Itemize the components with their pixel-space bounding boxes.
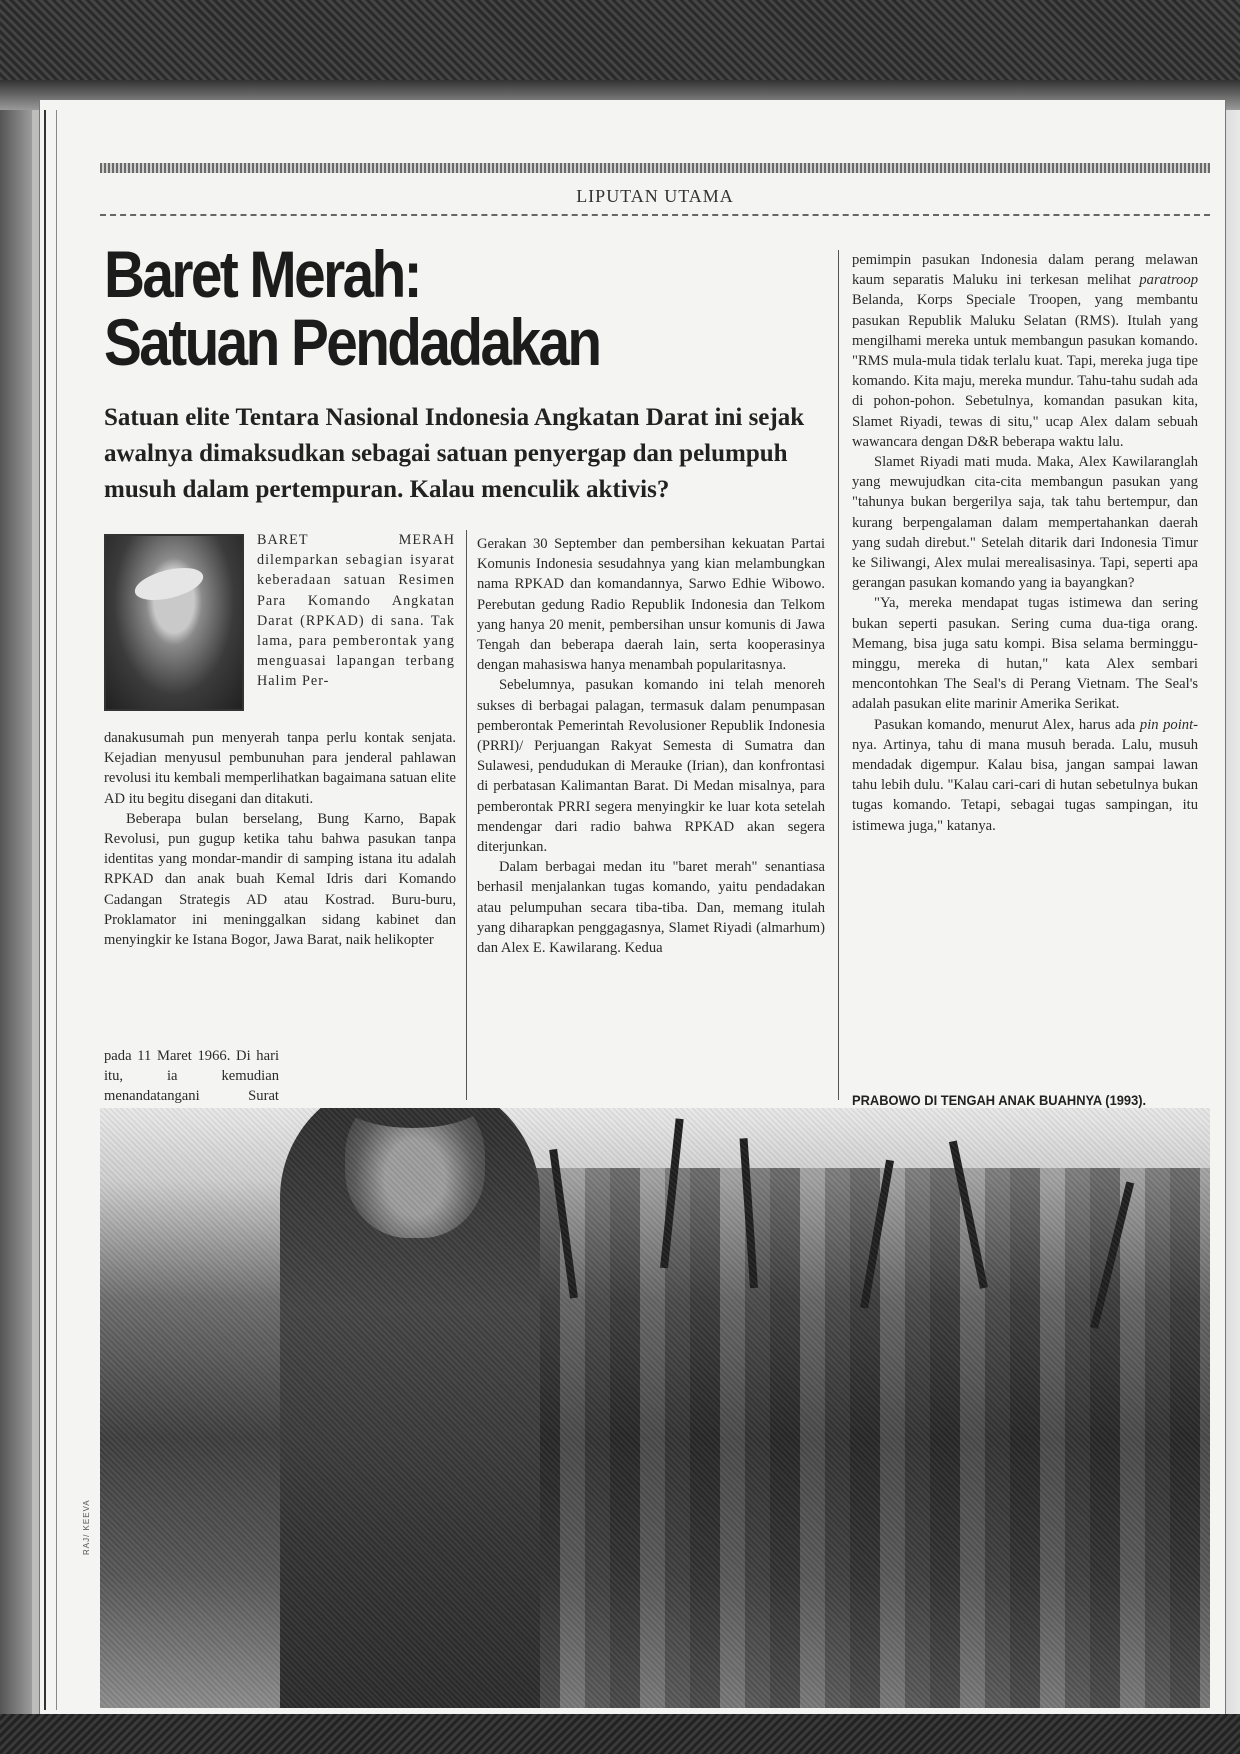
scan-top-border (0, 0, 1240, 110)
headline-line-2: Satuan Pendadakan (104, 305, 600, 379)
paragraph: pada 11 Maret 1966. Di hari itu, ia kemudian menandatangani Surat (104, 1048, 279, 1105)
main-photo (100, 1108, 1210, 1708)
paragraph: Pasukan komando, menurut Alex, harus ada pin point-nya. Artinya, tahu di mana musuh berada. Lalu, musuh mendadak digempur. Kalau bisa, jangan sampai lawan tahu lebih dulu. "Kalau cari-cari di hutan sebetulnya bukan tugas komando. Tetapi, sebagai tugas sampingan, itu istimewa juga," katanya. (852, 716, 1199, 834)
column-middle (477, 534, 825, 958)
deck-subtitle: Satuan elite Tentara Nasional Indonesia Angkatan Darat ini sejak awalnya dimaksudkan sebagai satuan penyergap dan pelumpuh musuh dalam pertempuran. Kalau menculik aktivis? (104, 404, 805, 503)
paragraph: Slamet Riyadi mati muda. Maka, Alex Kawilaranglah yang mewujudkan cita-cita membangun pasukan yang "tahunya bukan bergerilya saja, tak tahu bertempur, dan kurang berpengalaman dalam mempertahankan daerah yang sudah direbut." Setelah ditarik dari Indonesia Timur ke Siliwangi, Alex mulai merealisasinya. Tapi, seperti apa gerangan pasukan komando yang ia bayangkan? (852, 454, 1198, 592)
paragraph: Dalam berbagai medan itu "baret merah" senantiasa berhasil menjalankan tugas komando, yaitu pendadakan atau pelumpuhan secara tiba-tiba. Dan, memang itulah yang diharapkan penggagasnya, Slamet Riyadi (almarhum) dan Alex E. Kawilarang. Kedua (477, 859, 825, 957)
photo-credit: RAJ/ KEEVA (82, 1499, 91, 1555)
header-rule (100, 163, 1210, 173)
headline-line-1: Baret Merah: (104, 237, 421, 311)
beret-icon (132, 562, 207, 606)
scan-left-border (0, 0, 32, 1754)
section-label: LIPUTAN UTAMA (576, 186, 734, 206)
lead-paragraph: BARET MERAH dilemparkan sebagian isyarat keberadaan satuan Resimen Para Komando Angkatan Darat (RPKAD) di sana. Tak lama, para pemberontak yang menguasai lapangan terbang Halim Per- (257, 532, 455, 690)
photo-caption: PRABOWO DI TENGAH ANAK BUAHNYA (1993). (852, 1092, 1147, 1108)
photo-grain (100, 1108, 1210, 1708)
paragraph: "Ya, mereka mendapat tugas istimewa dan sering bukan seperti pasukan. Sering cuma dua-tiga orang. Memang, bisa juga satu kompi. Bisa selama berminggu-minggu, mereka di hutan," kata Alex sembari mencontohkan The Seal's di Perang Vietnam. The Seal's adalah pasukan elite marinir Amerika Serikat. (852, 595, 1198, 713)
column-divider (838, 250, 839, 1100)
paragraph: danakusumah pun menyerah tanpa perlu kontak senjata. Kejadian menyusul pembunuhan para jenderal pahlawan revolusi itu kembali memperlihatkan bagaimana satuan elite AD itu begitu disegani dan ditakuti. (104, 730, 456, 807)
headline (104, 237, 689, 379)
column-divider (466, 530, 467, 1100)
page-edge (44, 110, 57, 1710)
column-left-bottom (104, 728, 456, 950)
scan-bottom-border (0, 1714, 1240, 1754)
paragraph: pemimpin pasukan Indonesia dalam perang melawan kaum separatis Maluku ini terkesan melihat paratroop Belanda, Korps Speciale Troopen, yang membantu pasukan Republik Maluku Selatan (RMS). Itulah yang mengilhami mereka untuk membangun pasukan komando. "RMS mula-mula tidak terlalu kuat. Tapi, mereka juga tipe komando. Kita maju, mereka mundur. Tahu-tahu sudah ada di pohon-pohon. Sebetulnya, komandan pasukan kita, Slamet Riyadi, tewas di situ," ucap Alex dalam sebuah wawancara dengan D&R beberapa waktu lalu. (852, 252, 1198, 450)
paragraph: Gerakan 30 September dan pembersihan kekuatan Partai Komunis Indonesia sesudahnya yang kian melambungkan nama RPKAD dan komandannya, Sarwo Edhie Wibowo. Perebutan gedung Radio Republik Indonesia dan Telkom yang hanya 20 menit, pembersihan unsur komunis di Jawa Tengah dan beberapa daerah lain, serta kooperasinya dengan mahasiswa hanya menambah popularitasnya. (477, 536, 825, 674)
header-dashed-rule (100, 214, 1210, 216)
column-right (852, 250, 1198, 836)
beret-thumbnail-photo (104, 534, 244, 711)
column-left-top (257, 530, 455, 692)
paragraph: Sebelumnya, pasukan komando ini telah menoreh sukses di berbagai palagan, termasuk dalam penumpasan pemberontak Pemerintah Revolusioner Republik Indonesia (PRRI)/ Perjuangan Rakyat Semesta di Sumatra dan Sulawesi, pendudukan di Merauke (Irian), dan konfrontasi di perbatasan Kalimantan Barat. Di Medan misalnya, para pemberontak PRRI segera menyingkir ke luar kota setelah mendengar dari radio bahwa RPKAD akan segera diterjunkan. (477, 677, 825, 856)
paragraph: Beberapa bulan berselang, Bung Karno, Bapak Revolusi, pun gugup ketika tahu bahwa pasukan tanpa identitas yang mondar-mandir di samping istana itu adalah RPKAD dan anak buah Kemal Idris dari Komando Cadangan Strategis AD atau Kostrad. Buru-buru, Proklamator ini meninggalkan sidang kabinet dan menyingkir ke Istana Bogor, Jawa Barat, naik helikopter (104, 810, 456, 949)
